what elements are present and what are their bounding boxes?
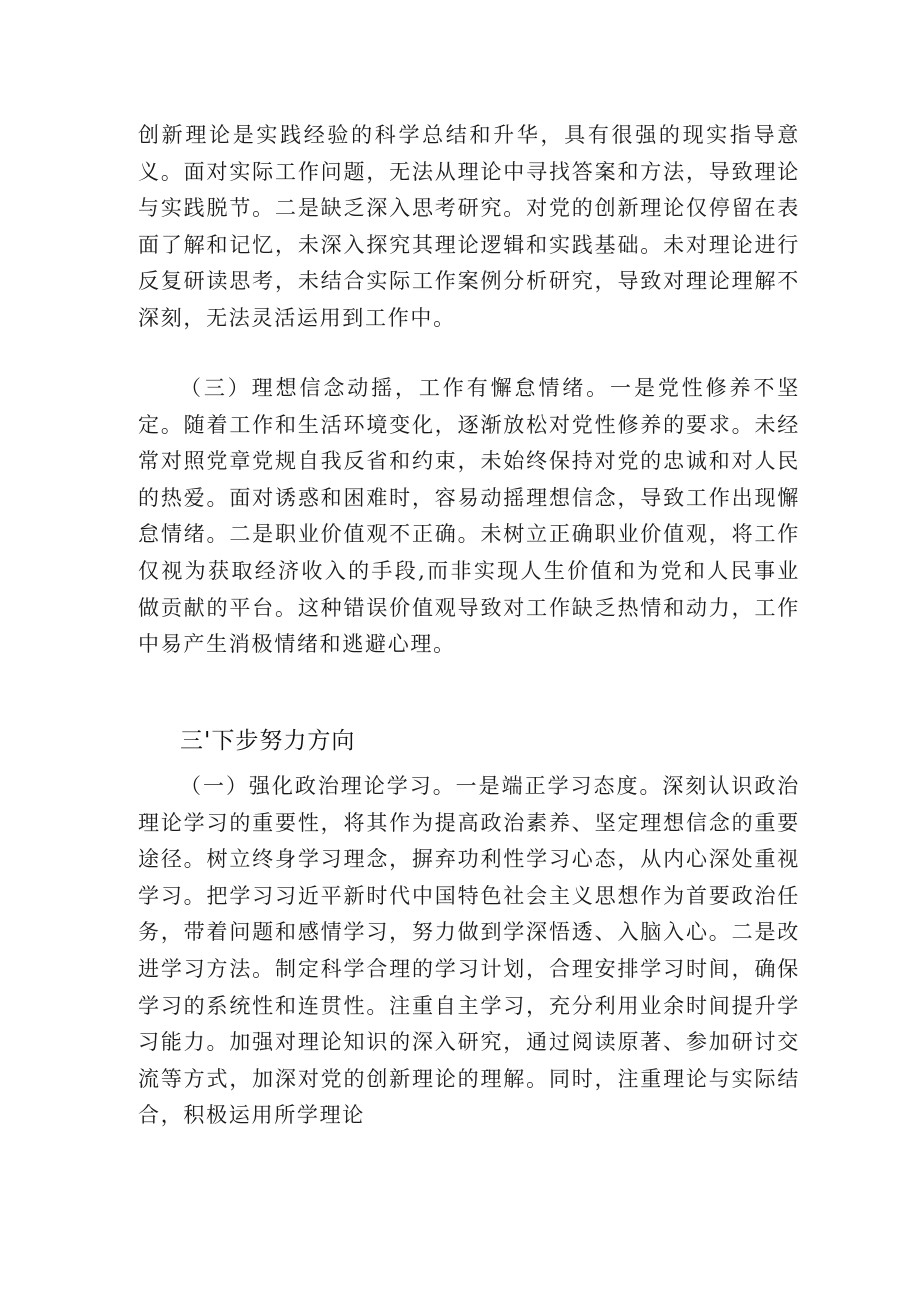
body-paragraph: （三）理想信念动摇，工作有懈怠情绪。一是党性修养不坚定。随着工作和生活环境变化，逐渐放松对党性修养的要求。未经常对照党章党规自我反省和约束，未始终保持对党的忠诚和对人民的热爱。面对诱惑和困难时，容易动摇理想信念，导致工作出现懈怠情绪。二是职业价值观不正确。未树立正确职业价值观，将工作仅视为获取经济收入的手段,而非实现人生价值和为党和人民事业做贡献的平台。这种错误价值观导致对工作缺乏热情和动力，工作中易产生消极情绪和逃避心理。 <box>138 376 800 657</box>
body-paragraph: 创新理论是实践经验的科学总结和升华，具有很强的现实指导意义。面对实际工作问题，无法从理论中寻找答案和方法，导致理论与实践脱节。二是缺乏深入思考研究。对党的创新理论仅停留在表面了解和记忆，未深入探究其理论逻辑和实践基础。未对理论进行反复研读思考，未结合实际工作案例分析研究，导致对理论理解不深刻，无法灵活运用到工作中。 <box>138 123 800 330</box>
section-paragraph: （一）强化政治理论学习。一是端正学习态度。深刻认识政治理论学习的重要性，将其作为提高政治素养、坚定理想信念的重要途径。树立终身学习理念，摒弃功利性学习心态，从内心深处重视学习。把学习习近平新时代中国特色社会主义思想作为首要政治任务，带着问题和感情学习，努力做到学深悟透、入脑入心。二是改进学习方法。制定科学合理的学习计划，合理安排学习时间，确保学习的系统性和连贯性。注重自主学习，充分利用业余时间提升学习能力。加强对理论知识的深入研究，通过阅读原著、参加研讨交流等方式，加深对党的创新理论的理解。同时，注重理论与实际结合，积极运用所学理论 <box>138 774 800 1128</box>
section-heading: 三'下步努力方向 <box>180 728 356 754</box>
